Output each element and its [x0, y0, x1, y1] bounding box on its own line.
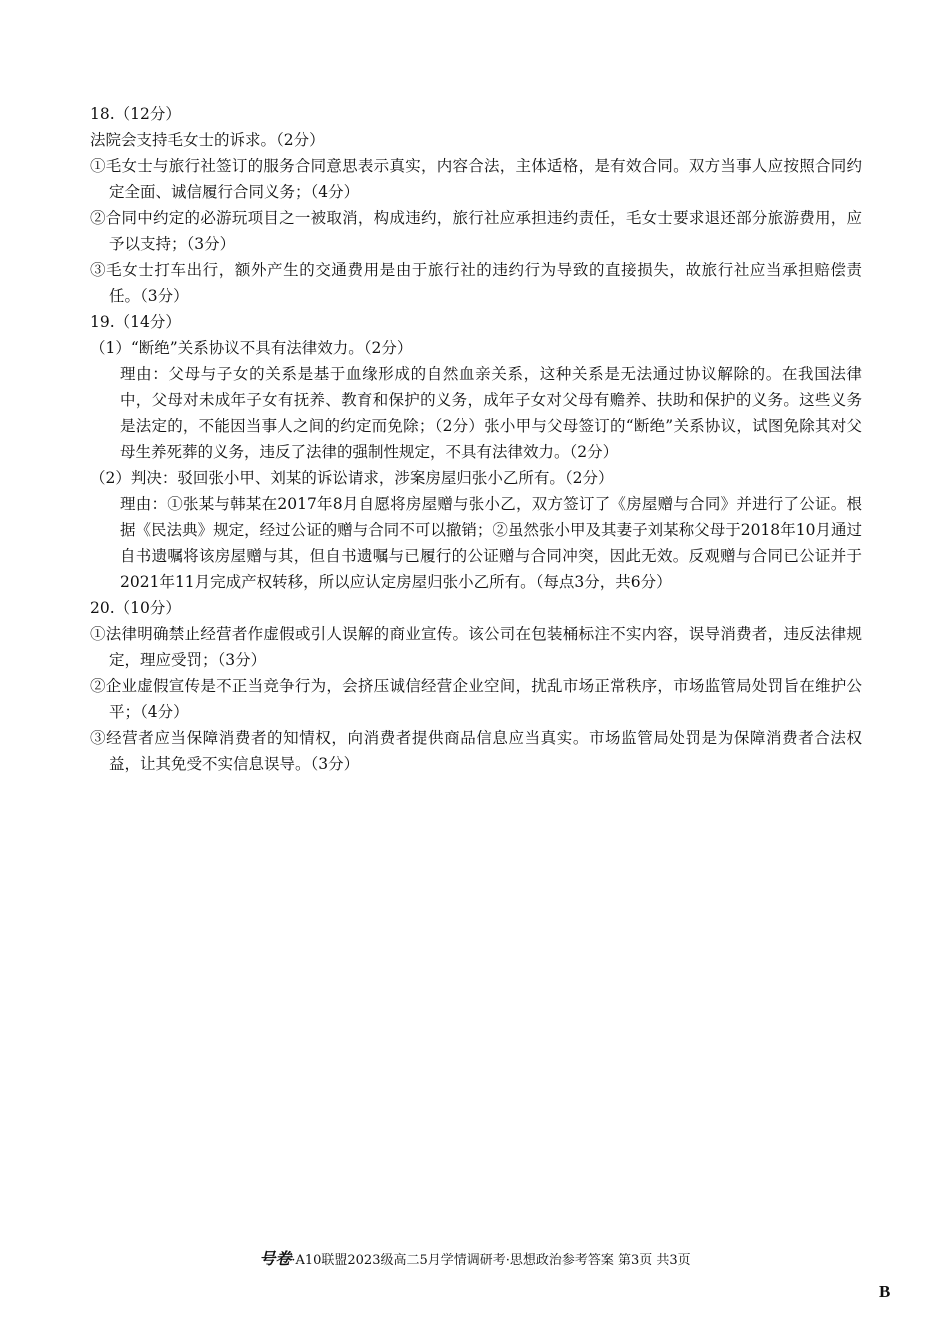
brand-logo: 号卷	[259, 1249, 292, 1268]
q20-point-1: ①法律明确禁止经营者作虚假或引人误解的商业宣传。该公司在包装桶标注不实内容，误导消费者，违反法律规定，理应受罚；（3分）	[90, 625, 862, 669]
q19-part2-title: （2）判决：驳回张小甲、刘某的诉讼请求，涉案房屋归张小乙所有。（2分）	[90, 469, 614, 487]
q18-point-2: ②合同中约定的必游玩项目之一被取消，构成违约，旅行社应承担违约责任，毛女士要求退还部分旅游费用，应予以支持；（3分）	[90, 209, 862, 253]
answer-content	[90, 101, 862, 777]
q20-point-3: ③经营者应当保障消费者的知情权，向消费者提供商品信息应当真实。市场监管局处罚是为保障消费者合法权益，让其免受不实信息误导。（3分）	[90, 729, 862, 773]
q20-point-2: ②企业虚假宣传是不正当竞争行为，会挤压诚信经营企业空间，扰乱市场正常秩序，市场监管局处罚旨在维护公平；（4分）	[90, 677, 862, 721]
q19-part1-reason: 理由：父母与子女的关系是基于血缘形成的自然血亲关系，这种关系是无法通过协议解除的。在我国法律中，父母对未成年子女有抚养、教育和保护的义务，成年子女对父母有赡养、扶助和保护的义务。这些义务是法定的，不能因当事人之间的约定而免除；（2分）张小甲与父母签订的“断绝”关系协议，试图免除其对父母生养死葬的义务，违反了法律的强制性规定，不具有法律效力。（2分）	[120, 365, 862, 461]
q18-header: 18.（12分）	[90, 105, 181, 123]
footer-text: ·A10联盟2023级高二5月学情调研考·思想政治参考答案 第3页 共3页	[291, 1253, 691, 1268]
q19-header: 19.（14分）	[90, 313, 181, 331]
q19-part2-reason: 理由：①张某与韩某在2017年8月自愿将房屋赠与张小乙，双方签订了《房屋赠与合同》并进行了公证。根据《民法典》规定，经过公证的赠与合同不可以撤销；②虽然张小甲及其妻子刘某称父母于2018年10月通过自书遗嘱将该房屋赠与其，但自书遗嘱与已履行的公证赠与合同冲突，因此无效。反观赠与合同已公证并于2021年11月完成产权转移，所以应认定房屋归张小乙所有。（每点3分，共6分）	[120, 495, 862, 591]
corner-mark: B	[879, 1282, 891, 1301]
q19-part1-title: （1）“断绝”关系协议不具有法律效力。（2分）	[90, 339, 413, 357]
q20-header: 20.（10分）	[90, 599, 181, 617]
q18-lead: 法院会支持毛女士的诉求。（2分）	[90, 131, 325, 149]
q18-point-1: ①毛女士与旅行社签订的服务合同意思表示真实，内容合法，主体适格，是有效合同。双方当事人应按照合同约定全面、诚信履行合同义务；（4分）	[90, 157, 862, 201]
q18-point-3: ③毛女士打车出行，额外产生的交通费用是由于旅行社的违约行为导致的直接损失，故旅行社应当承担赔偿责任。（3分）	[90, 261, 862, 305]
page-footer	[0, 1249, 950, 1271]
